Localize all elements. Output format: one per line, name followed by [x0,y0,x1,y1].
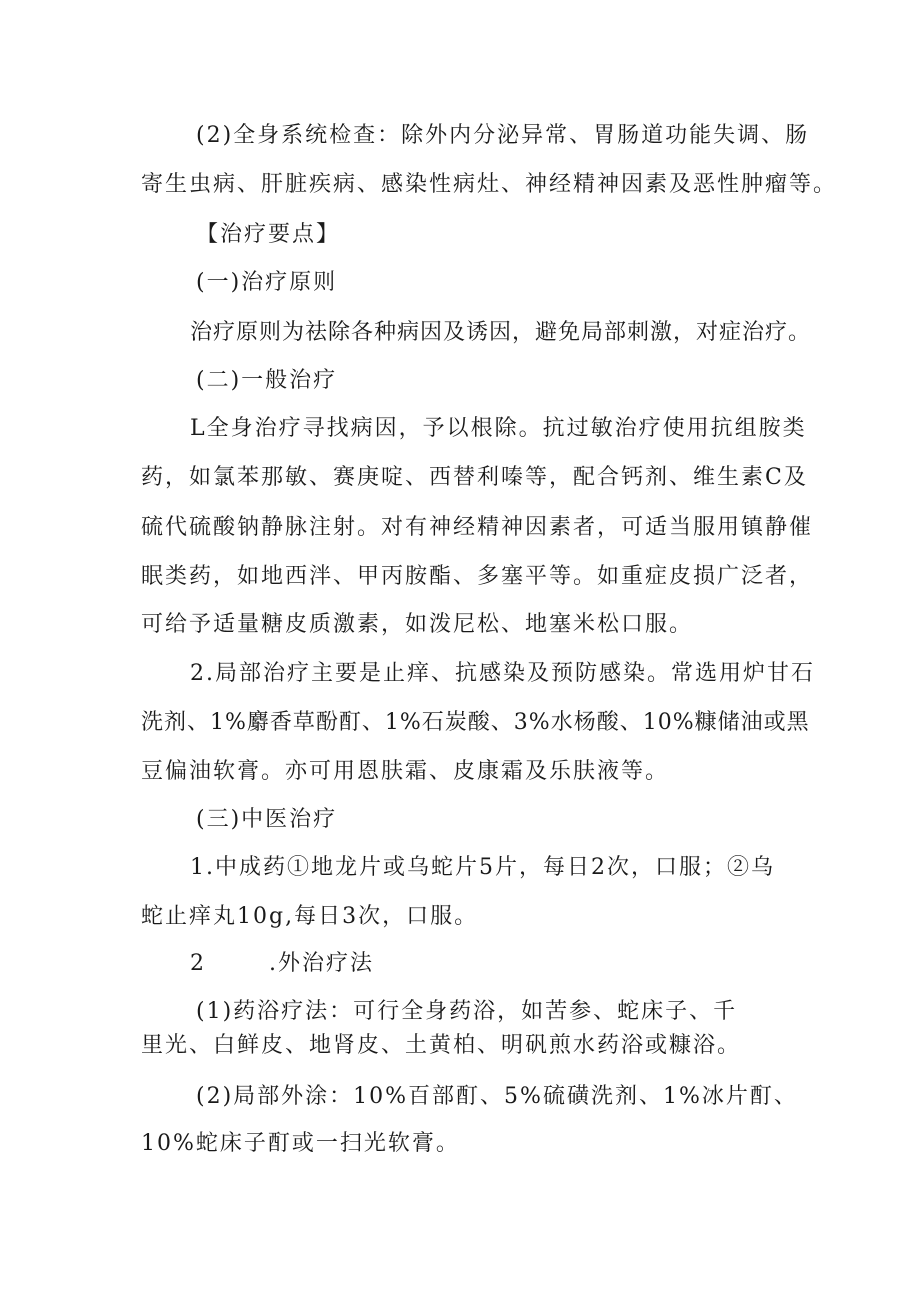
paragraph-line: 2 .外治疗法 [190,951,374,976]
paragraph-line: (2)局部外涂：10%百部酊、5%硫磺洗剂、1%冰片酊、 [196,1084,798,1109]
subsection-heading: (二)一般治疗 [196,368,338,393]
paragraph-line: 硫代硫酸钠静脉注射。对有神经精神因素者，可适当服用镇静催 [141,515,814,540]
paragraph-line: 豆偏油软膏。亦可用恩肤霜、皮康霜及乐肤液等。 [141,759,670,784]
paragraph-line: 蛇止痒丸10g,每日3次，口服。 [141,904,479,929]
paragraph-line: 里光、白鲜皮、地肾皮、土黄柏、明矾煎水药浴或糠浴。 [141,1033,742,1058]
paragraph-line: 10%蛇床子酊或一扫光软膏。 [141,1131,460,1156]
paragraph-line: 药，如氯苯那敏、赛庚啶、西替利嗪等，配合钙剂、维生素C及 [141,465,808,490]
subsection-heading: (三)中医治疗 [196,807,338,832]
paragraph-line: 2.局部治疗主要是止痒、抗感染及预防感染。常选用炉甘石 [190,661,815,686]
paragraph-line: L全身治疗寻找病因，予以根除。抗过敏治疗使用抗组胺类 [190,416,807,441]
paragraph-line: 寄生虫病、肝脏疾病、感染性病灶、神经精神因素及恶性肿瘤等。 [141,172,838,197]
paragraph-line: (1)药浴疗法：可行全身药浴，如苦参、蛇床子、千 [196,999,738,1024]
paragraph-line: 眠类药，如地西泮、甲丙胺酯、多塞平等。如重症皮损广泛者， [141,564,814,589]
subsection-heading: (一)治疗原则 [196,270,338,295]
paragraph-line: (2)全身系统检查：除外内分泌异常、胃肠道功能失调、肠 [196,123,810,148]
paragraph-line: 洗剂、1%麝香草酚酊、1%石炭酸、3%水杨酸、10%糠储油或黑 [141,710,810,735]
paragraph-line: 1.中成药①地龙片或乌蛇片5片，每日2次，口服；②乌 [190,855,775,880]
section-heading: 【治疗要点】 [196,222,341,247]
paragraph-line: 治疗原则为祛除各种病因及诱因，避免局部刺激，对症治疗。 [190,320,812,345]
paragraph-line: 可给予适量糖皮质激素，如泼尼松、地塞米松口服。 [141,612,694,637]
